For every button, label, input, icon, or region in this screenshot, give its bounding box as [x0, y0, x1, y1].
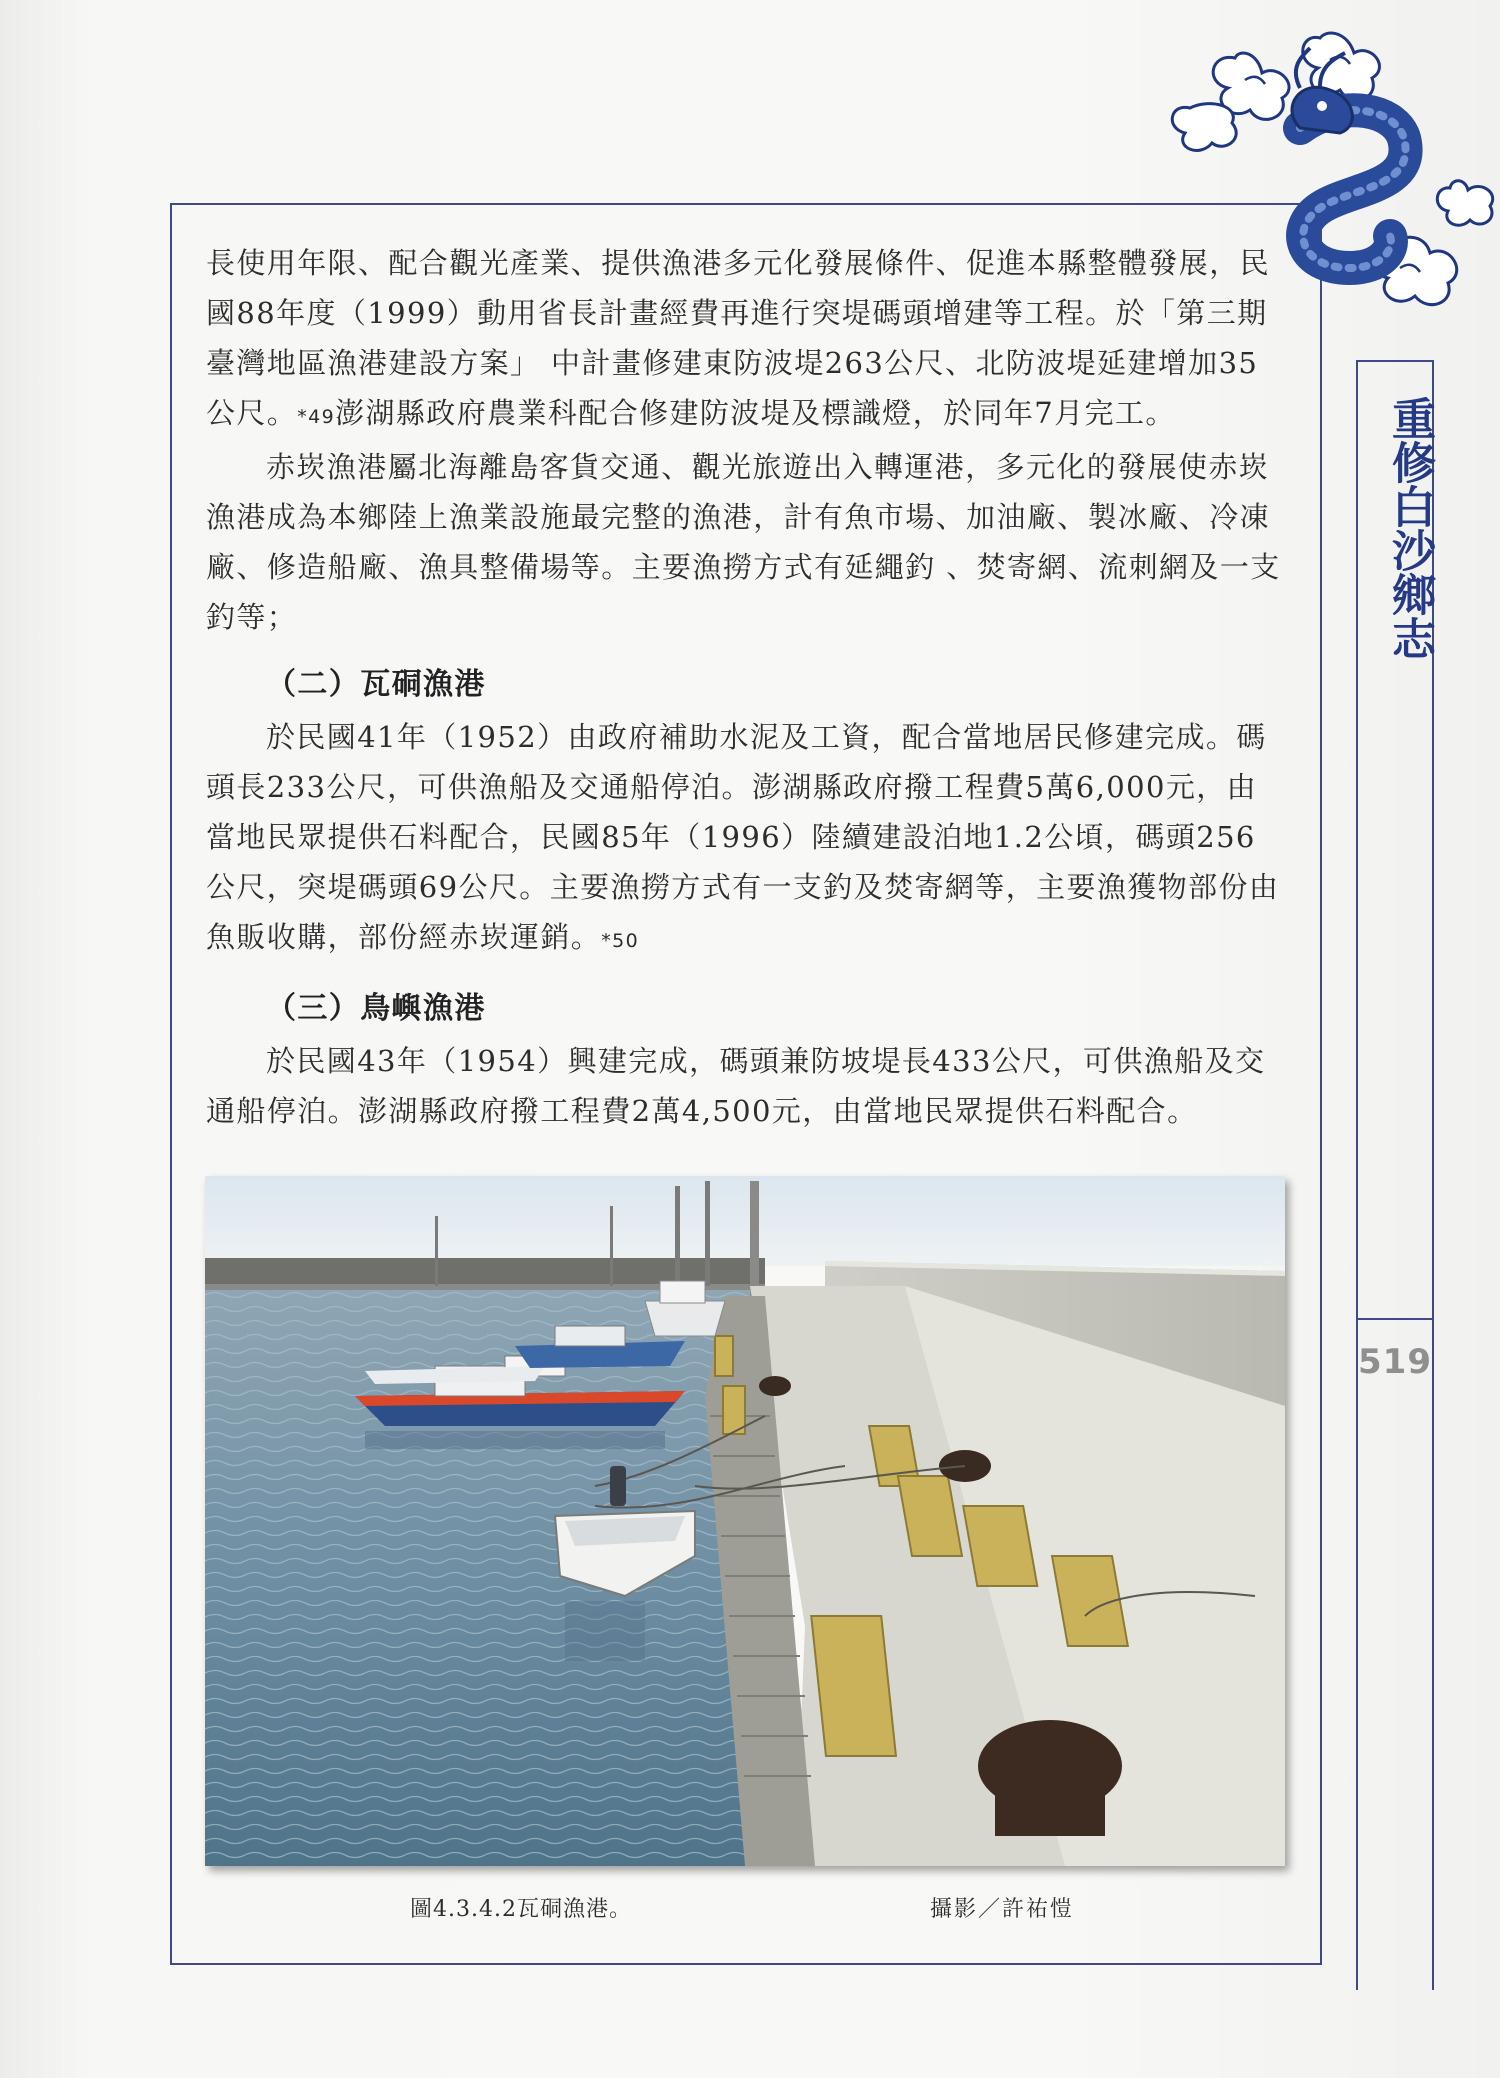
figure-caption: 圖4.3.4.2瓦硐漁港。: [410, 1897, 632, 1922]
harbor-photo: [205, 1176, 1285, 1866]
main-text: [206, 238, 1286, 1136]
paragraph-chikan-harbor: 赤崁漁港屬北海離島客貨交通、觀光旅遊出入轉運港，多元化的發展使赤崁漁港成為本鄉陸上漁業設施最完整的漁港，計有魚市場、加油廠、製冰廠、冷凍廠、修造船廠、漁具整備場等。主要漁撈方式有延繩釣 、焚寄網、流刺網及一支釣等；: [206, 450, 1281, 634]
footnote-ref-50: *50: [601, 930, 640, 952]
section-heading-watong: （二）瓦硐漁港: [266, 667, 486, 702]
paragraph-text: 長使用年限、配合觀光產業、提供漁港多元化發展條件、促進本縣整體發展，民國88年度（1999）動用省長計畫經費再進行突堤碼頭增建等工程。於「第三期臺灣地區漁港建設方案」 中計畫修建東防波堤263公尺、北防波堤延建增加35公尺。: [206, 246, 1271, 430]
page-number: 519: [1358, 1342, 1432, 1382]
side-frame-divider: [1356, 1318, 1434, 1320]
paragraph-niaoyu-harbor: 於民國43年（1954）興建完成，碼頭兼防坡堤長433公尺，可供漁船及交通船停泊。澎湖縣政府撥工程費2萬4,500元，由當地民眾提供石料配合。: [206, 1044, 1266, 1128]
paragraph-watong-harbor: [206, 712, 1286, 966]
paragraph-dongfang-breakwater: [206, 238, 1286, 442]
section-heading-niaoyu: （三）鳥嶼漁港: [266, 991, 486, 1026]
book-title: 重修白沙鄉志: [1384, 396, 1435, 660]
paragraph-text-continued: 澎湖縣政府農業科配合修建防波堤及標識燈，於同年7月完工。: [335, 396, 1176, 430]
paragraph-text: 於民國41年（1952）由政府補助水泥及工資，配合當地居民修建完成。碼頭長233公尺，可供漁船及交通船停泊。澎湖縣政府撥工程費5萬6,000元，由當地民眾提供石料配合，民國85年（1996）陸續建設泊地1.2公頃，碼頭256公尺，突堤碼頭69公尺。主要漁撈方式有一支釣及焚寄網等，主要漁獲物部份由魚販收購，部份經赤崁運銷。: [206, 720, 1280, 954]
photo-credit: 攝影／許祐愷: [930, 1897, 1075, 1922]
footnote-ref-49: *49: [297, 406, 336, 428]
